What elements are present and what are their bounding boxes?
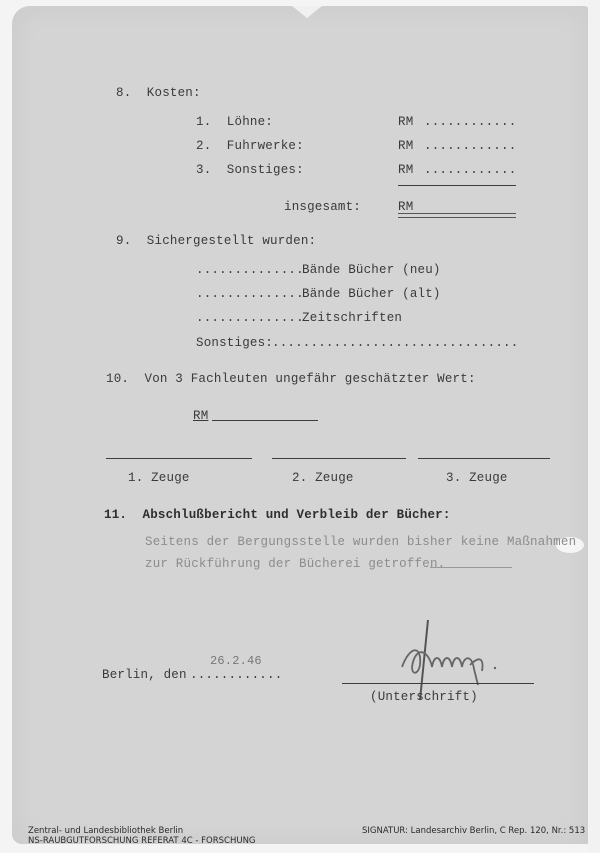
total-label: insgesamt:: [284, 200, 362, 214]
secured-label-periodicals: Zeitschriften: [302, 311, 403, 325]
secured-value-new-books: ..............: [196, 263, 304, 277]
cost-currency-vehicles: RM: [398, 139, 414, 153]
witness-2-line: [272, 458, 406, 459]
witness-3-line: [418, 458, 550, 459]
estimate-currency: RM: [193, 409, 209, 423]
witness-1-line: [106, 458, 252, 459]
secured-value-old-books: ..............: [196, 287, 304, 301]
section-9-heading: 9. Sichergestellt wurden:: [116, 234, 317, 248]
cost-value-other: ............: [424, 163, 517, 177]
report-text-line-2: zur Rückführung der Bücherei getroffen.: [145, 557, 446, 571]
date-dots: ............: [190, 668, 283, 682]
secured-label-old-books: Bände Bücher (alt): [302, 287, 441, 301]
total-double-rule: [398, 213, 516, 218]
place-label: Berlin, den: [102, 668, 187, 682]
report-end-line: [430, 567, 512, 568]
date-handwritten: 26.2.46: [210, 654, 262, 668]
footer-institution-line-1: Zentral- und Landesbibliothek Berlin: [28, 826, 184, 836]
secured-other-label: Sonstiges:: [196, 336, 274, 350]
secured-other-value: ................................: [272, 336, 519, 350]
cost-value-vehicles: ............: [424, 139, 517, 153]
section-8-heading: 8. Kosten:: [116, 86, 201, 100]
cost-label-vehicles: 2. Fuhrwerke:: [196, 139, 304, 153]
torn-edge: [292, 6, 322, 18]
cost-value-wages: ............: [424, 115, 517, 129]
document-page: [12, 6, 590, 844]
footer-signatur: SIGNATUR: Landesarchiv Berlin, C Rep. 120, Nr.: 513: [362, 826, 586, 836]
cost-currency-other: RM: [398, 163, 414, 177]
cost-label-wages: 1. Löhne:: [196, 115, 274, 129]
total-currency: RM: [398, 200, 414, 214]
report-text-line-1: Seitens der Bergungsstelle wurden bisher keine Maßnahmen: [145, 535, 577, 549]
secured-value-periodicals: ..............: [196, 311, 304, 325]
page-edge: [588, 0, 600, 853]
witness-1-label: 1. Zeuge: [128, 471, 190, 485]
witness-3-label: 3. Zeuge: [446, 471, 508, 485]
section-10-heading: 10. Von 3 Fachleuten ungefähr geschätzter Wert:: [106, 372, 476, 386]
cost-currency-wages: RM: [398, 115, 414, 129]
estimate-line: [212, 420, 318, 421]
section-11-heading: 11. Abschlußbericht und Verbleib der Bücher:: [104, 508, 451, 522]
witness-2-label: 2. Zeuge: [292, 471, 354, 485]
footer-institution-line-2: NS-RAUBGUTFORSCHUNG REFERAT 4C - FORSCHUNG: [28, 836, 256, 846]
secured-label-new-books: Bände Bücher (neu): [302, 263, 441, 277]
subtotal-rule: [398, 185, 516, 186]
signature-caption: (Unterschrift): [370, 690, 478, 704]
cost-label-other: 3. Sonstiges:: [196, 163, 304, 177]
signature-line: [342, 683, 534, 684]
footer-institution: [28, 826, 256, 846]
